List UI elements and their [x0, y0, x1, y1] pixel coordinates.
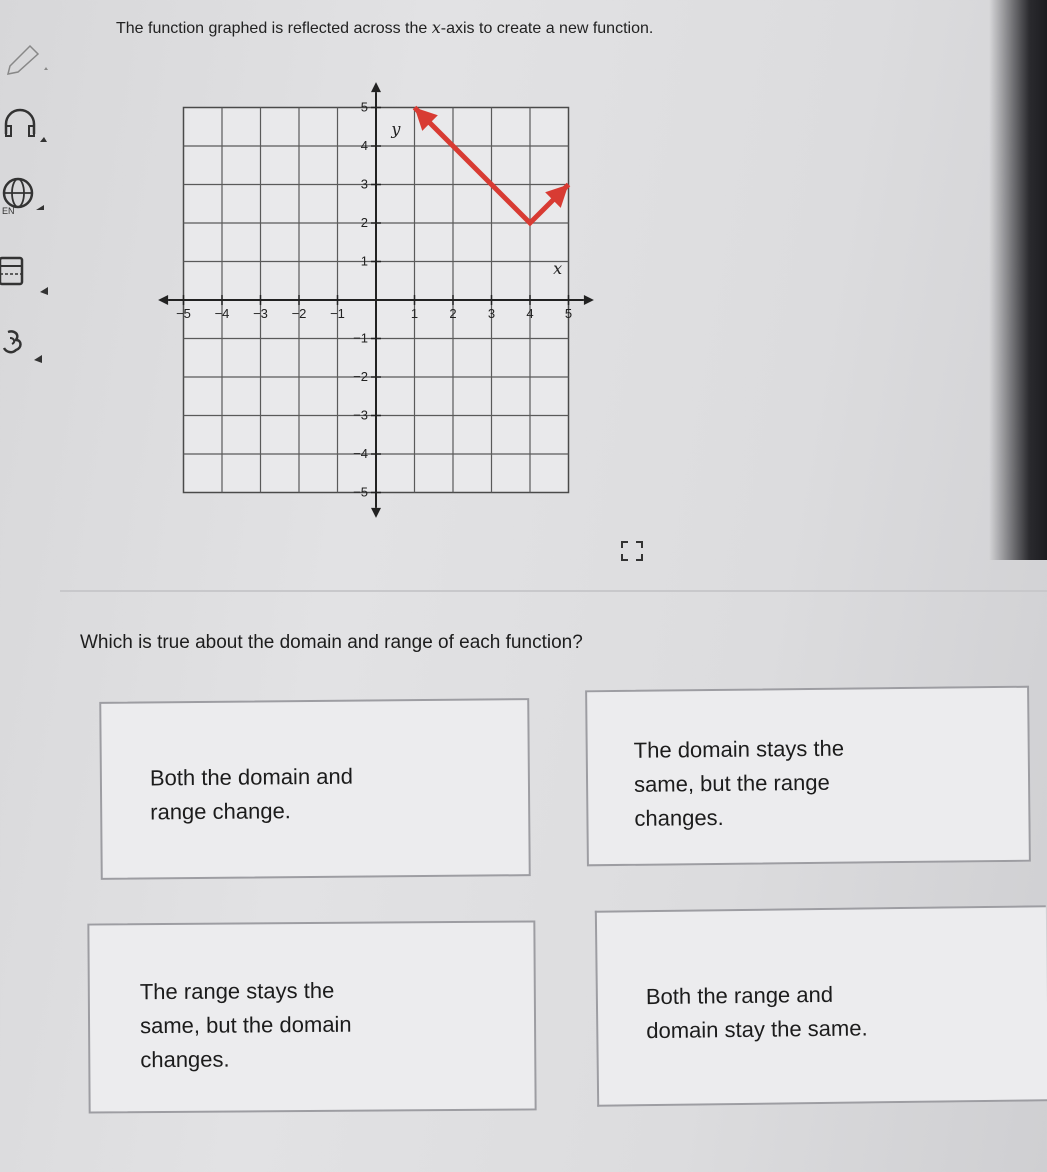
headphones-icon	[0, 104, 56, 144]
x-tick-label: −4	[214, 306, 230, 321]
section-divider	[60, 590, 1047, 592]
calculator-icon	[0, 256, 56, 296]
x-tick-label: 1	[410, 306, 419, 321]
y-tick-label: 5	[360, 99, 368, 115]
pencil-icon	[0, 36, 56, 76]
pencil-tool[interactable]	[0, 36, 56, 82]
y-axis-arrow-down	[371, 508, 381, 518]
y-tick-label: 4	[360, 138, 368, 153]
y-tick-label: −3	[353, 407, 368, 423]
prompt-text-end: -axis to create a new function.	[440, 20, 654, 37]
y-tick-label: 1	[360, 253, 368, 269]
answer-option-1[interactable]	[99, 698, 531, 880]
globe-icon	[0, 176, 56, 210]
x-axis-arrow-left	[158, 295, 168, 305]
answer-option-2[interactable]	[585, 686, 1031, 867]
translate-tool[interactable]	[0, 176, 56, 222]
audio-tool[interactable]	[0, 104, 56, 150]
answer-option-3-text: The range stays the same, but the domain changes.	[139, 977, 352, 1073]
y-axis-arrow-up	[371, 82, 381, 92]
answer-option-1-text: Both the domain and range change.	[149, 763, 354, 825]
x-tick-label: 3	[487, 306, 496, 321]
x-tick-label: −1	[330, 306, 345, 321]
x-tick-label: 4	[526, 306, 534, 321]
y-tick-label: −1	[353, 330, 368, 346]
hand-tool[interactable]	[0, 326, 56, 372]
x-axis-arrow-right	[584, 295, 594, 305]
tool-sidebar	[0, 30, 60, 390]
answer-option-2-text: The domain stays the same, but the range changes.	[633, 735, 845, 831]
x-tick-label: −2	[291, 306, 307, 321]
y-axis-label: y	[391, 119, 401, 139]
y-tick-label: 3	[360, 176, 368, 192]
language-label: EN	[2, 206, 15, 216]
y-tick-label: 2	[360, 215, 368, 230]
prompt-variable: x	[431, 18, 441, 37]
x-tick-label: −5	[176, 306, 191, 321]
hand-icon	[0, 326, 56, 366]
calculator-tool[interactable]	[0, 256, 56, 302]
y-tick-label: −5	[353, 484, 368, 500]
question-text: Which is true about the domain and range of each function?	[80, 632, 583, 653]
x-tick-label: −3	[253, 306, 268, 321]
function-graph	[130, 82, 630, 522]
x-tick-label: 5	[564, 306, 573, 321]
answer-option-4[interactable]	[595, 905, 1047, 1106]
answer-option-3[interactable]	[87, 920, 536, 1113]
expand-icon[interactable]	[620, 540, 644, 562]
answer-option-4-text: Both the range and domain stay the same.	[645, 981, 868, 1044]
screen-edge	[989, 0, 1047, 560]
prompt-text-start: The function graphed is reflected across the	[116, 20, 432, 37]
question-prompt	[116, 18, 653, 38]
y-tick-label: −2	[353, 369, 368, 384]
x-tick-label: 2	[449, 306, 457, 321]
y-tick-label: −4	[353, 446, 368, 461]
x-axis-label: x	[553, 259, 563, 278]
